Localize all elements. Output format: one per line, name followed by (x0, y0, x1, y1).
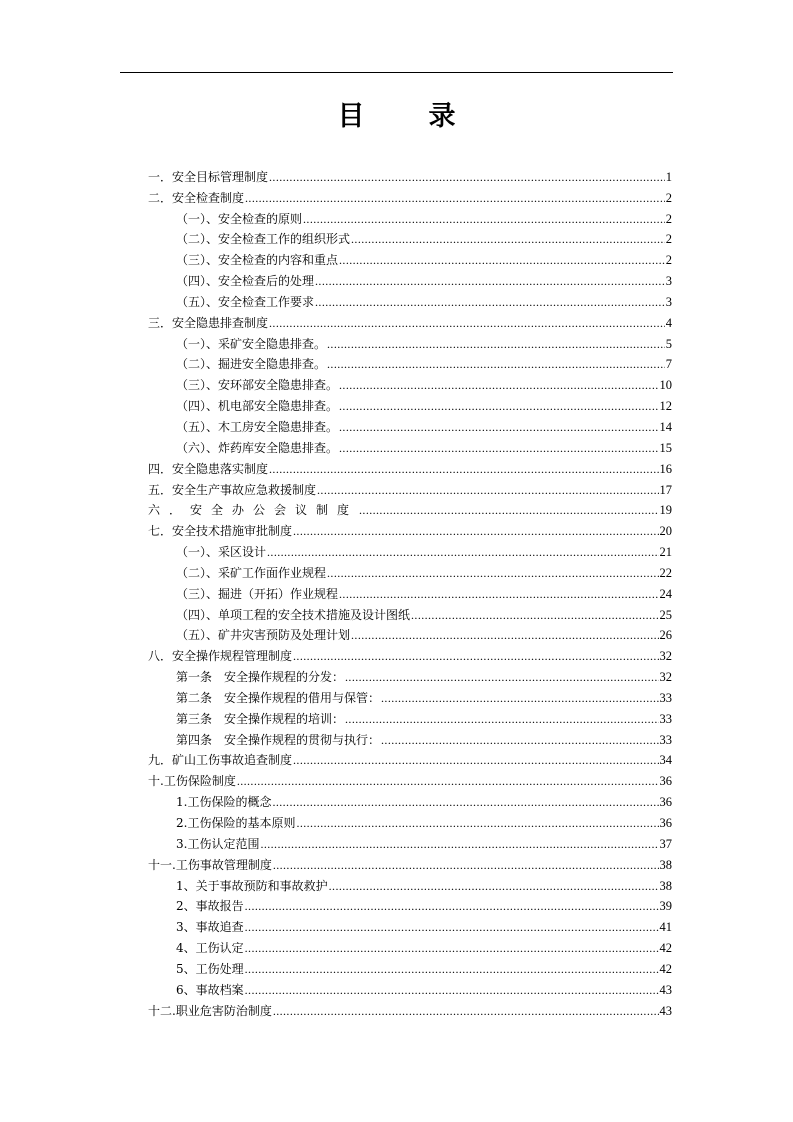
toc-entry-page: 2 (665, 232, 672, 247)
toc-entry-page: 33 (659, 732, 672, 747)
dot-leader (339, 398, 658, 414)
header-rule (120, 72, 673, 73)
toc-entry-page: 19 (659, 503, 672, 518)
toc-subentry[interactable] (148, 352, 672, 373)
toc-entry-label: 第四条 安全操作规程的贯彻与执行： (176, 732, 381, 747)
toc-entry-label: 第三条 安全操作规程的培训： (176, 711, 345, 726)
title-char-2: 录 (428, 101, 456, 132)
toc-entry-page: 3 (665, 294, 672, 309)
dot-leader (339, 252, 665, 268)
toc-entry-label: 3、事故追查 (176, 920, 244, 935)
dot-leader (245, 898, 659, 914)
toc-entry-page: 14 (659, 419, 672, 434)
toc-subentry[interactable] (148, 539, 672, 560)
toc-entry-label: 二．安全检查制度 (148, 190, 245, 205)
toc-subentry[interactable] (148, 977, 672, 998)
toc-subentry[interactable] (148, 206, 672, 227)
toc-entry-page: 32 (659, 670, 672, 685)
toc-entry-label: （四）、单项工程的安全技术措施及设计图纸 (176, 607, 411, 622)
toc-entry-page: 7 (665, 357, 672, 372)
toc-entry[interactable] (148, 748, 672, 769)
dot-leader (315, 294, 665, 310)
toc-entry-label: （五）、安全检查工作要求 (176, 294, 315, 309)
dot-leader (296, 815, 658, 831)
toc-subentry[interactable] (148, 810, 672, 831)
toc-subentry[interactable] (148, 706, 672, 727)
toc-entry-page: 26 (659, 628, 672, 643)
toc-entry-page: 43 (659, 1003, 672, 1018)
toc-subentry[interactable] (148, 602, 672, 623)
toc-entry-label: 2、事故报告 (176, 899, 244, 914)
dot-leader (237, 773, 659, 789)
toc-entry-page: 2 (665, 190, 672, 205)
toc-entry-label: 九．矿山工伤事故追查制度 (148, 753, 293, 768)
toc-entry-page: 43 (659, 982, 672, 997)
dot-leader (293, 752, 658, 768)
toc-entry-label: 五．安全生产事故应急救援制度 (148, 482, 317, 497)
toc-subentry[interactable] (148, 372, 672, 393)
toc-entry-label: （三）、安环部安全隐患排查。 (176, 378, 339, 393)
dot-leader (339, 586, 658, 602)
toc-entry-page: 42 (659, 941, 672, 956)
toc-entry-label: （三）、掘进（开拓）作业规程 (176, 586, 339, 601)
toc-entry[interactable] (148, 164, 672, 185)
toc-subentry[interactable] (148, 956, 672, 977)
dot-leader (327, 336, 665, 352)
toc-entry-label: （三）、安全检查的内容和重点 (176, 253, 339, 268)
toc-entry[interactable] (148, 852, 672, 873)
toc-entry[interactable] (148, 643, 672, 664)
toc-entry-label: （四）、安全检查后的处理 (176, 274, 315, 289)
dot-leader (345, 669, 658, 685)
toc-subentry[interactable] (148, 894, 672, 915)
dot-leader (273, 857, 659, 873)
toc-subentry[interactable] (148, 581, 672, 602)
toc-entry-label: （一）、采区设计 (176, 545, 267, 560)
toc-entry-label: （六）、炸药库安全隐患排查。 (176, 440, 339, 455)
toc-entry-page: 38 (659, 878, 672, 893)
dot-leader (381, 732, 658, 748)
toc-entry-label: （二）、采矿工作面作业规程 (176, 565, 327, 580)
dot-leader (359, 502, 658, 518)
toc-subentry[interactable] (148, 414, 672, 435)
toc-entry-page: 39 (659, 899, 672, 914)
page-title (0, 94, 793, 133)
toc-entry-page: 4 (665, 315, 672, 330)
toc-subentry[interactable] (148, 789, 672, 810)
dot-leader (329, 878, 659, 894)
toc-entry-label: 七．安全技术措施审批制度 (148, 524, 293, 539)
toc-entry-label: （二）、掘进安全隐患排查。 (176, 357, 327, 372)
dot-leader (315, 273, 665, 289)
toc-subentry[interactable] (148, 268, 672, 289)
dot-leader (245, 961, 659, 977)
toc-entry[interactable] (148, 185, 672, 206)
toc-entry-page: 22 (659, 565, 672, 580)
toc-entry-label: 5、工伤处理 (176, 961, 244, 976)
dot-leader (317, 482, 658, 498)
toc-entry-label: 三．安全隐患排查制度 (148, 315, 269, 330)
dot-leader (269, 461, 658, 477)
toc-entry-label: （五）、矿井灾害预防及处理计划 (176, 628, 351, 643)
toc-entry-page: 41 (659, 920, 672, 935)
toc-entry-page: 5 (665, 336, 672, 351)
toc-entry-page: 38 (659, 857, 672, 872)
toc-entry-label: 一．安全目标管理制度 (148, 169, 269, 184)
toc-entry-page: 32 (659, 649, 672, 664)
toc-subentry[interactable] (148, 831, 672, 852)
table-of-contents (148, 164, 672, 1019)
dot-leader (339, 377, 658, 393)
toc-subentry[interactable] (148, 664, 672, 685)
dot-leader (272, 794, 658, 810)
dot-leader (339, 440, 658, 456)
dot-leader (269, 315, 665, 331)
toc-entry-page: 33 (659, 711, 672, 726)
toc-entry-label: 第一条 安全操作规程的分发： (176, 670, 345, 685)
toc-entry-label: （四）、机电部安全隐患排查。 (176, 399, 339, 414)
toc-subentry[interactable] (148, 393, 672, 414)
toc-entry[interactable] (148, 477, 672, 498)
toc-entry-label: 3.工伤认定范围 (176, 836, 260, 851)
dot-leader (273, 1003, 659, 1019)
dot-leader (327, 356, 665, 372)
toc-subentry[interactable] (148, 289, 672, 310)
toc-entry-page: 15 (659, 440, 672, 455)
toc-subentry[interactable] (148, 685, 672, 706)
toc-subentry[interactable] (148, 435, 672, 456)
dot-leader (293, 523, 658, 539)
toc-entry-page: 36 (659, 774, 672, 789)
toc-subentry[interactable] (148, 227, 672, 248)
toc-entry-page: 25 (659, 607, 672, 622)
dot-leader (345, 711, 658, 727)
toc-entry-page: 33 (659, 690, 672, 705)
toc-entry-page: 2 (665, 253, 672, 268)
toc-entry-label: （一）、安全检查的原则 (176, 211, 303, 226)
dot-leader (339, 419, 658, 435)
dot-leader (245, 940, 659, 956)
toc-entry-page: 2 (665, 211, 672, 226)
toc-entry[interactable] (148, 998, 672, 1019)
dot-leader (303, 211, 665, 227)
toc-entry-label: 十二.职业危害防治制度 (148, 1003, 272, 1018)
toc-entry[interactable] (148, 456, 672, 477)
toc-entry-page: 42 (659, 961, 672, 976)
toc-subentry[interactable] (148, 873, 672, 894)
toc-entry-label: 十.工伤保险制度 (148, 774, 236, 789)
dot-leader (351, 627, 658, 643)
title-char-1: 目 (337, 101, 365, 132)
toc-entry-page: 3 (665, 274, 672, 289)
toc-subentry[interactable] (148, 331, 672, 352)
toc-entry-page: 16 (659, 461, 672, 476)
toc-entry[interactable] (148, 310, 672, 331)
toc-entry[interactable] (148, 498, 672, 519)
dot-leader (245, 190, 665, 206)
toc-entry-page: 24 (659, 586, 672, 601)
toc-entry-page: 17 (659, 482, 672, 497)
toc-entry-label: （一）、采矿安全隐患排查。 (176, 336, 327, 351)
toc-entry-label: 六．安全办公会议制度 (148, 503, 359, 518)
toc-entry-label: 1.工伤保险的概念 (176, 795, 272, 810)
dot-leader (245, 982, 659, 998)
dot-leader (351, 231, 665, 247)
toc-entry-label: 4、工伤认定 (176, 941, 244, 956)
dot-leader (411, 607, 658, 623)
dot-leader (293, 648, 658, 664)
toc-subentry[interactable] (148, 935, 672, 956)
toc-entry-page: 1 (665, 169, 672, 184)
toc-subentry[interactable] (148, 727, 672, 748)
dot-leader (381, 690, 658, 706)
toc-entry-page: 21 (659, 545, 672, 560)
toc-entry[interactable] (148, 768, 672, 789)
toc-entry-page: 10 (659, 378, 672, 393)
toc-entry-page: 36 (659, 816, 672, 830)
toc-entry-page: 12 (659, 399, 672, 414)
toc-entry-label: 第二条 安全操作规程的借用与保管： (176, 690, 381, 705)
toc-subentry[interactable] (148, 623, 672, 644)
toc-entry-label: （二）、安全检查工作的组织形式 (176, 232, 351, 247)
toc-subentry[interactable] (148, 560, 672, 581)
toc-entry-page: 34 (659, 753, 672, 768)
toc-entry-label: 6、事故档案 (176, 982, 244, 997)
dot-leader (260, 836, 658, 852)
toc-entry-page: 37 (659, 836, 672, 851)
dot-leader (245, 919, 659, 935)
toc-entry-label: 十一.工伤事故管理制度 (148, 857, 272, 872)
toc-entry-label: 2.工伤保险的基本原则 (176, 816, 296, 830)
dot-leader (269, 169, 665, 185)
toc-entry-label: 四．安全隐患落实制度 (148, 461, 269, 476)
toc-entry-page: 36 (659, 795, 672, 810)
toc-entry-label: 1、关于事故预防和事故救护 (176, 878, 328, 893)
toc-entry-label: 八．安全操作规程管理制度 (148, 649, 293, 664)
toc-entry-page: 20 (659, 524, 672, 539)
toc-subentry[interactable] (148, 247, 672, 268)
dot-leader (267, 544, 658, 560)
toc-entry[interactable] (148, 518, 672, 539)
toc-subentry[interactable] (148, 914, 672, 935)
dot-leader (327, 565, 658, 581)
toc-entry-label: （五）、木工房安全隐患排查。 (176, 419, 339, 434)
